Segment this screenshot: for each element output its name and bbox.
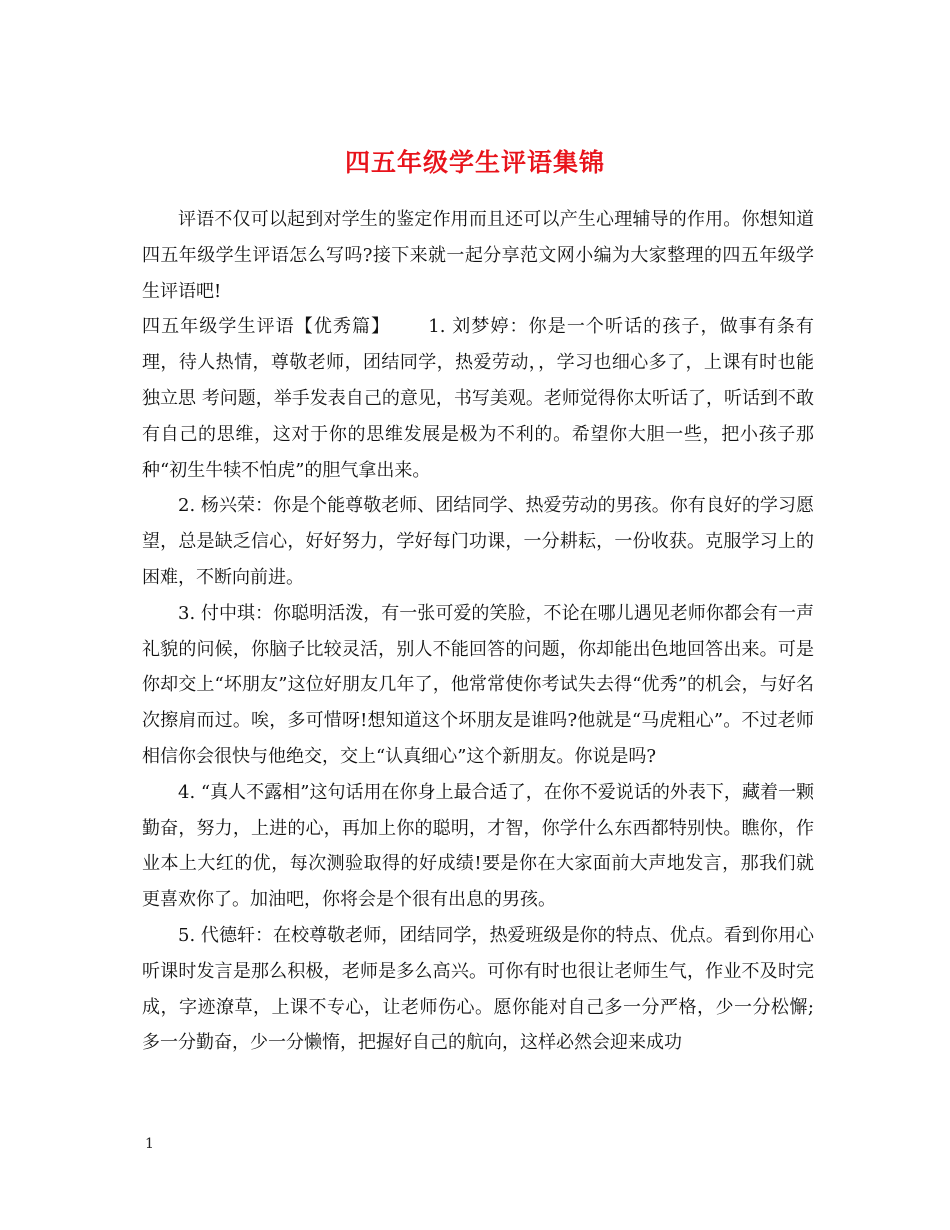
comment-paragraph-1: [142, 309, 814, 488]
section-heading: 四五年级学生评语【优秀篇】: [142, 316, 391, 338]
document-body: [142, 202, 814, 1061]
page-number: 1: [145, 1136, 154, 1152]
comment-paragraph-2: 2. 杨兴荣：你是个能尊敬老师、团结同学、热爱劳动的男孩。你有良好的学习愿望，总是缺乏信心，好好努力，学好每门功课，一分耕耘，一份收获。克服学习上的困难，不断向前进。: [142, 495, 814, 588]
document-title: 四五年级学生评语集锦: [344, 147, 605, 177]
comment-paragraph-4: 4. “真人不露相”这句话用在你身上最合适了，在你不爱说话的外表下，藏着一颗勤奋，努力，上进的心，再加上你的聪明，才智，你学什么东西都特别快。瞧你，作业本上大红的优，每次测验取得的好成绩!要是你在大家面前大声地发言，那我们就更喜欢你了。加油吧，你将会是个很有出息的男孩。: [142, 781, 814, 911]
comment-text-1: 1. 刘梦婷：你是一个听话的孩子，做事有条有理，待人热情，尊敬老师，团结同学，热爱劳动，，学习也细心多了，上课有时也能独立思 考问题，举手发表自己的意见，书写美观。老师觉得你太听话了，听话到不敢有自己的思维，这对于你的思维发展是极为不利的。希望你大胆一些，把小孩子那种“初生牛犊不怕虎”的胆气拿出来。: [142, 316, 814, 481]
comment-paragraph-5: 5. 代德轩：在校尊敬老师，团结同学，热爱班级是你的特点、优点。看到你用心听课时发言是那么积极，老师是多么高兴。可你有时也很让老师生气，作业不及时完成，字迹潦草，上课不专心，让老师伤心。愿你能对自己多一分严格，少一分松懈;多一分勤奋，少一分懒惰，把握好自己的航向，这样必然会迎来成功: [142, 924, 814, 1054]
intro-paragraph: 评语不仅可以起到对学生的鉴定作用而且还可以产生心理辅导的作用。你想知道四五年级学生评语怎么写吗?接下来就一起分享范文网小编为大家整理的四五年级学生评语吧!: [142, 209, 814, 302]
comment-paragraph-3: 3. 付中琪：你聪明活泼，有一张可爱的笑脸，不论在哪儿遇见老师你都会有一声礼貌的问候，你脑子比较灵活，别人不能回答的问题，你却能出色地回答出来。可是你却交上“坏朋友”这位好朋友几年了，他常常使你考试失去得“优秀”的机会，与好名次擦肩而过。唉，多可惜呀!想知道这个坏朋友是谁吗?他就是“马虎粗心”。不过老师相信你会很快与他绝交，交上“认真细心”这个新朋友。你说是吗?: [142, 602, 814, 767]
